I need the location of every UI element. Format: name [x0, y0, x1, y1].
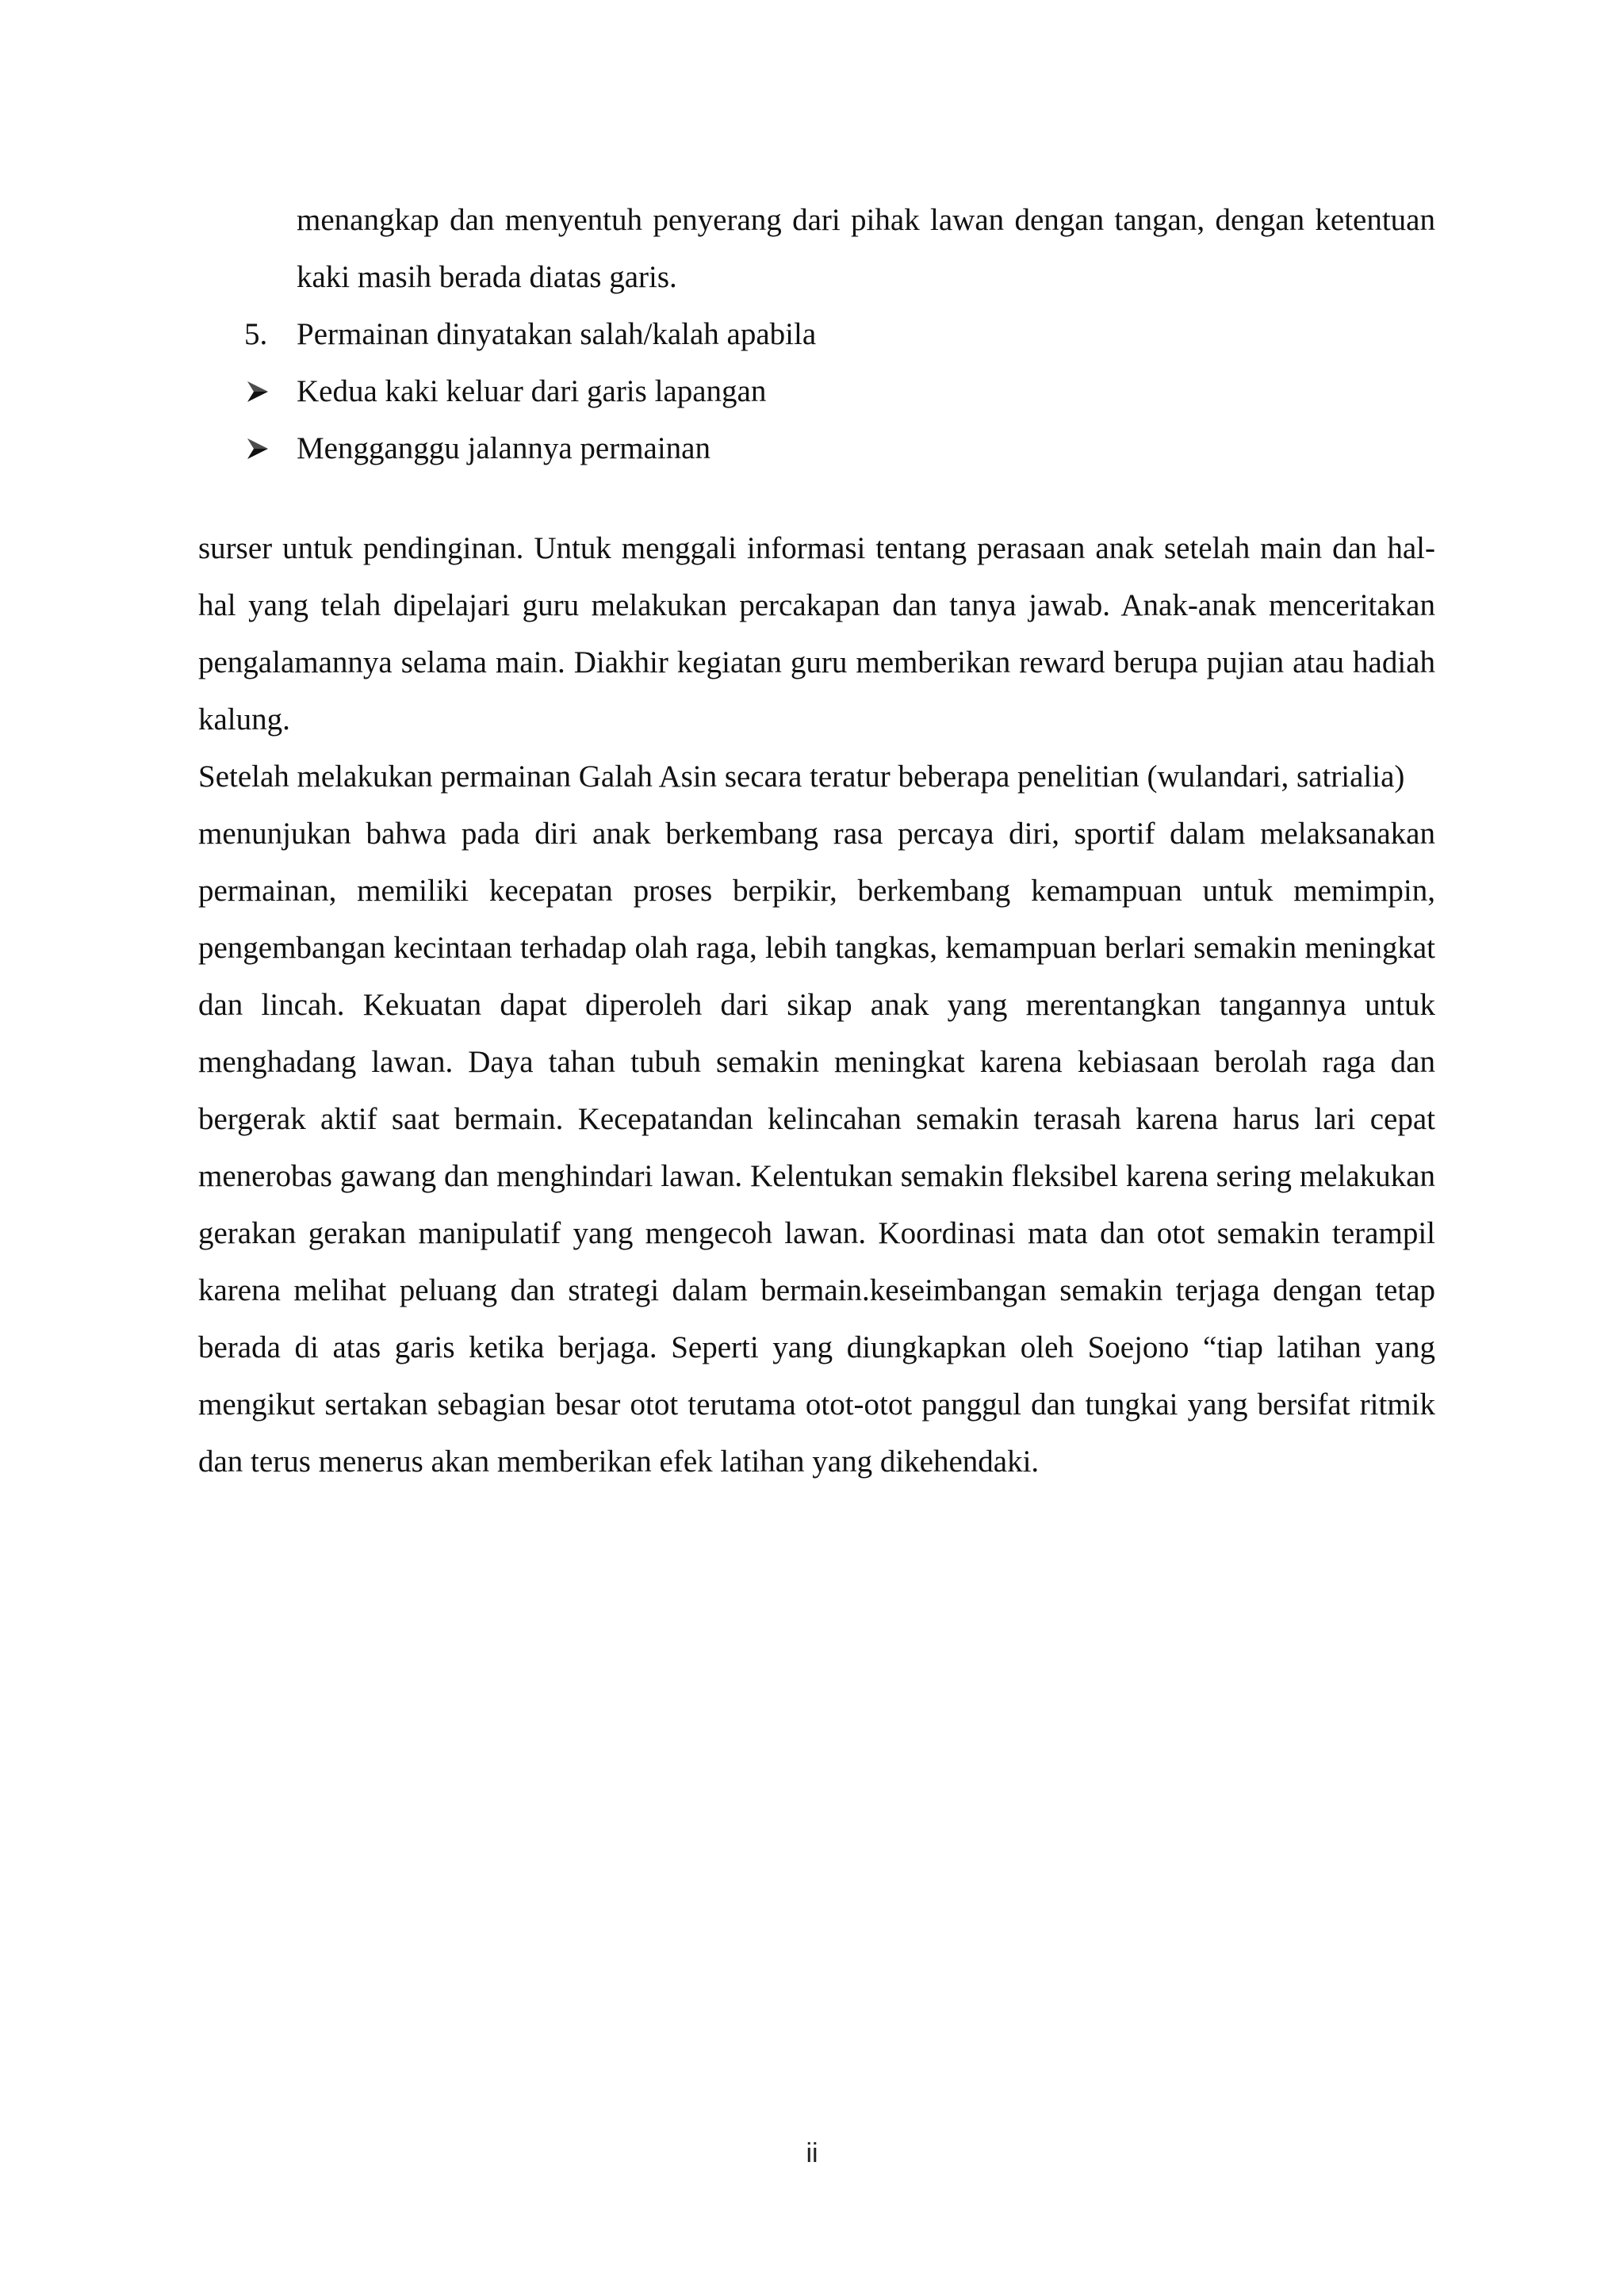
arrow-bullet-icon [246, 420, 274, 477]
section-gap [198, 477, 1435, 520]
bullet-item-2 [198, 420, 1435, 477]
bullet-item-text: Mengganggu jalannya permainan [297, 431, 710, 465]
page-number: ii [806, 2138, 818, 2168]
list-item-continuation: menangkap dan menyentuh penyerang dari pihak lawan dengan tangan, dengan ketentuan kaki masih berada diatas garis. [297, 203, 1435, 294]
list-item-number: 5. [244, 317, 268, 351]
numbered-list-item-5 [198, 306, 1435, 363]
body-paragraph-1: surser untuk pendinginan. Untuk menggali informasi tentang perasaan anak setelah main dan hal-hal yang telah dipelajari guru melakukan percakapan dan tanya jawab. Anak-anak menceritakan pengalamannya selama main. Diakhir kegiatan guru memberikan reward berupa pujian atau hadiah kalung. [198, 531, 1435, 737]
body-paragraph-2: Setelah melakukan permainan Galah Asin secara teratur beberapa penelitian (wulandari, satrialia) [198, 760, 1405, 794]
rules-list [198, 192, 1435, 477]
list-item-text: Permainan dinyatakan salah/kalah apabila [297, 317, 817, 351]
page-content [198, 192, 1435, 1490]
arrow-bullet-icon [246, 363, 274, 420]
body-paragraph-3: menunjukan bahwa pada diri anak berkembang rasa percaya diri, sportif dalam melaksanakan permainan, memiliki kecepatan proses berpikir, berkembang kemampuan untuk memimpin, pengembangan kecintaan terhadap olah raga, lebih tangkas, kemampuan berlari semakin meningkat dan lincah. Kekuatan dapat diperoleh dari sikap anak yang merentangkan tangannya untuk menghadang lawan. Daya tahan tubuh semakin meningkat karena kebiasaan berolah raga dan bergerak aktif saat bermain. Kecepatandan kelincahan semakin terasah karena harus lari cepat menerobas gawang dan menghindari lawan. Kelentukan semakin fleksibel karena sering melakukan gerakan gerakan manipulatif yang mengecoh lawan. Koordinasi mata dan otot semakin terampil karena melihat peluang dan strategi dalam bermain.keseimbangan semakin terjaga dengan tetap berada di atas garis ketika berjaga. Seperti yang diungkapkan oleh Soejono “tiap latihan yang mengikut sertakan sebagian besar otot terutama otot-otot panggul dan tungkai yang bersifat ritmik dan terus menerus akan memberikan efek latihan yang dikehendaki. [198, 817, 1435, 1479]
bullet-item-1 [198, 363, 1435, 420]
bullet-item-text: Kedua kaki keluar dari garis lapangan [297, 374, 767, 408]
